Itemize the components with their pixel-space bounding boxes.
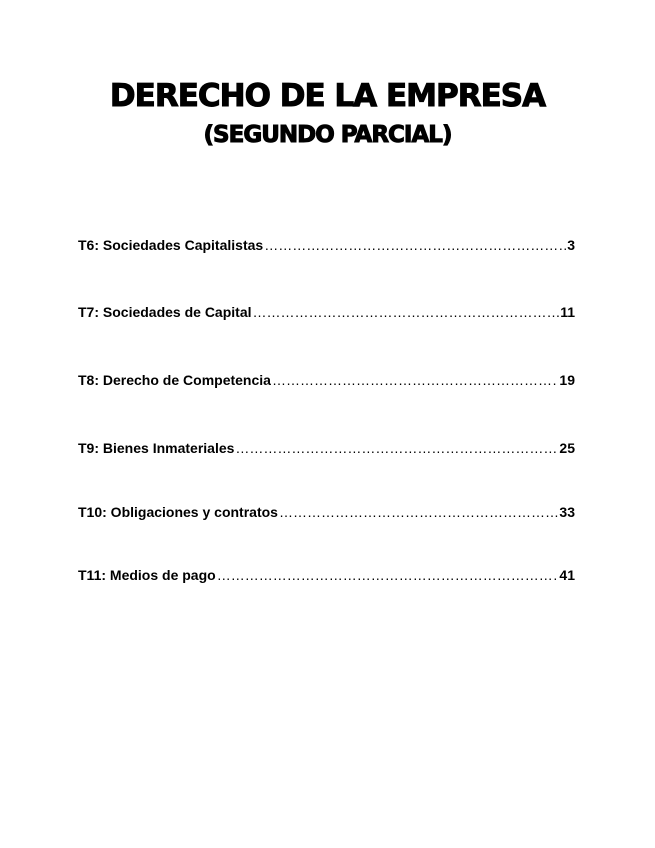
toc-entry-label: T9: Bienes Inmateriales bbox=[78, 440, 235, 456]
toc-entry-label: T6: Sociedades Capitalistas bbox=[78, 237, 264, 253]
toc-dot-leader bbox=[272, 372, 558, 388]
toc-entry-t11[interactable] bbox=[78, 567, 575, 587]
document-title: DERECHO DE LA EMPRESA bbox=[109, 78, 546, 114]
toc-dot-leader bbox=[217, 567, 559, 583]
toc-dot-leader bbox=[264, 237, 566, 253]
toc-page-number: 11 bbox=[560, 304, 575, 320]
toc-entry-label: T8: Derecho de Competencia bbox=[78, 372, 271, 388]
toc-dot-leader bbox=[235, 440, 558, 456]
document-subtitle: (SEGUNDO PARCIAL) bbox=[203, 122, 452, 148]
toc-entry-label: T7: Sociedades de Capital bbox=[78, 304, 252, 320]
toc-entry-t7[interactable] bbox=[78, 304, 575, 324]
toc-dot-leader bbox=[279, 504, 558, 520]
toc-page-number: 25 bbox=[559, 440, 575, 456]
toc-entry-label: T11: Medios de pago bbox=[78, 567, 216, 583]
toc-page-number: 41 bbox=[559, 567, 575, 583]
toc-entry-t9[interactable] bbox=[78, 440, 575, 460]
toc-page-number: 3 bbox=[567, 237, 575, 253]
toc-page-number: 33 bbox=[559, 504, 575, 520]
toc-entry-t10[interactable] bbox=[78, 504, 575, 524]
toc-page-number: 19 bbox=[559, 372, 575, 388]
toc-entry-t8[interactable] bbox=[78, 372, 575, 392]
toc-entry-t6[interactable] bbox=[78, 237, 575, 257]
toc-dot-leader bbox=[253, 304, 560, 320]
toc-entry-label: T10: Obligaciones y contratos bbox=[78, 504, 278, 520]
